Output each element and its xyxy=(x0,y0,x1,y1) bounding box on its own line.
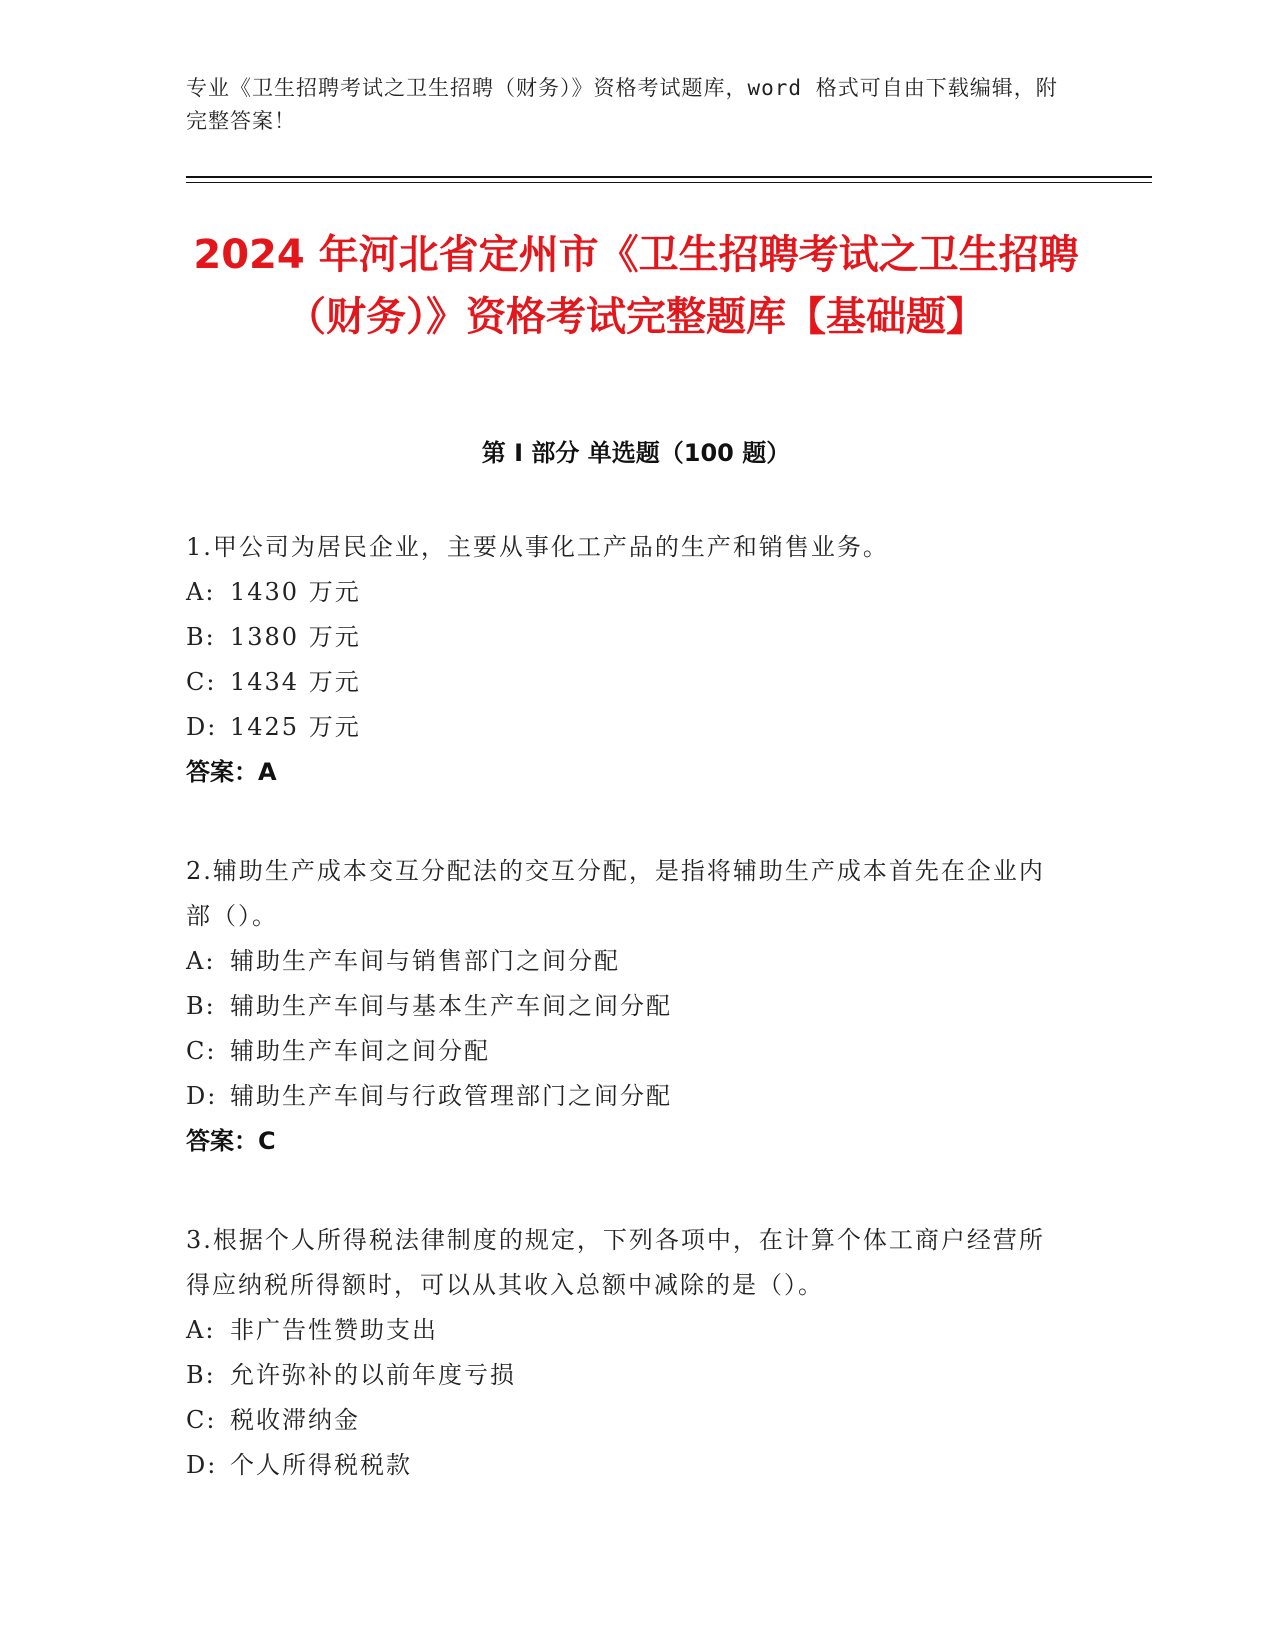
question-item xyxy=(186,525,1066,795)
option-text: 税收滞纳金 xyxy=(230,1406,360,1434)
question-stem: 1.甲公司为居民企业，主要从事化工产品的生产和销售业务。 xyxy=(186,533,889,561)
option-key: C: xyxy=(186,1037,217,1065)
option-text: 允许弥补的以前年度亏损 xyxy=(230,1361,516,1389)
option-text: 辅助生产车间与基本生产车间之间分配 xyxy=(230,992,672,1020)
question-stem: 3.根据个人所得税法律制度的规定，下列各项中，在计算个体工商户经营所得应纳税所得额时，可以从其收入总额中减除的是（）。 xyxy=(186,1226,1045,1299)
question-stem: 2.辅助生产成本交互分配法的交互分配，是指将辅助生产成本首先在企业内部（）。 xyxy=(186,857,1045,930)
answer-option xyxy=(186,1074,1066,1119)
answer-option xyxy=(186,1398,1066,1443)
option-text: 1425 万元 xyxy=(230,713,361,741)
answer-option xyxy=(186,984,1066,1029)
option-key: A: xyxy=(186,578,216,606)
question-item xyxy=(186,849,1066,1164)
option-key: B: xyxy=(186,623,216,651)
option-text: 1380 万元 xyxy=(230,623,361,651)
option-text: 个人所得税税款 xyxy=(230,1451,412,1479)
question-list xyxy=(186,525,1066,1542)
option-key: A: xyxy=(186,947,216,975)
option-key: D: xyxy=(186,713,218,741)
option-key: B: xyxy=(186,1361,216,1389)
question-item xyxy=(186,1218,1066,1488)
section-title: 第 I 部分 单选题（100 题） xyxy=(481,439,791,467)
option-text: 辅助生产车间之间分配 xyxy=(230,1037,490,1065)
option-key: A: xyxy=(186,1316,216,1344)
answer-key: 答案：A xyxy=(186,758,277,786)
option-key: D: xyxy=(186,1082,218,1110)
answer-option xyxy=(186,1029,1066,1074)
option-text: 1430 万元 xyxy=(230,578,361,606)
answer-option xyxy=(186,705,1066,750)
answer-option xyxy=(186,1443,1066,1488)
option-text: 1434 万元 xyxy=(230,668,361,696)
answer-option xyxy=(186,570,1066,615)
answer-option xyxy=(186,660,1066,705)
option-key: D: xyxy=(186,1451,218,1479)
header-note: 专业《卫生招聘考试之卫生招聘（财务）》资格考试题库，word 格式可自由下载编辑，附完整答案！ xyxy=(186,76,1058,133)
option-text: 辅助生产车间与行政管理部门之间分配 xyxy=(230,1082,672,1110)
option-key: C: xyxy=(186,668,217,696)
document-title: 2024 年河北省定州市《卫生招聘考试之卫生招聘（财务）》资格考试完整题库【基础题】 xyxy=(193,232,1079,340)
option-key: B: xyxy=(186,992,216,1020)
answer-option xyxy=(186,1353,1066,1398)
header-divider-thin xyxy=(186,182,1152,183)
answer-option xyxy=(186,1308,1066,1353)
answer-option xyxy=(186,615,1066,660)
option-text: 非广告性赞助支出 xyxy=(230,1316,438,1344)
answer-key: 答案：C xyxy=(186,1127,276,1155)
answer-option xyxy=(186,939,1066,984)
option-text: 辅助生产车间与销售部门之间分配 xyxy=(230,947,620,975)
header-divider-thick xyxy=(186,176,1152,178)
option-key: C: xyxy=(186,1406,217,1434)
